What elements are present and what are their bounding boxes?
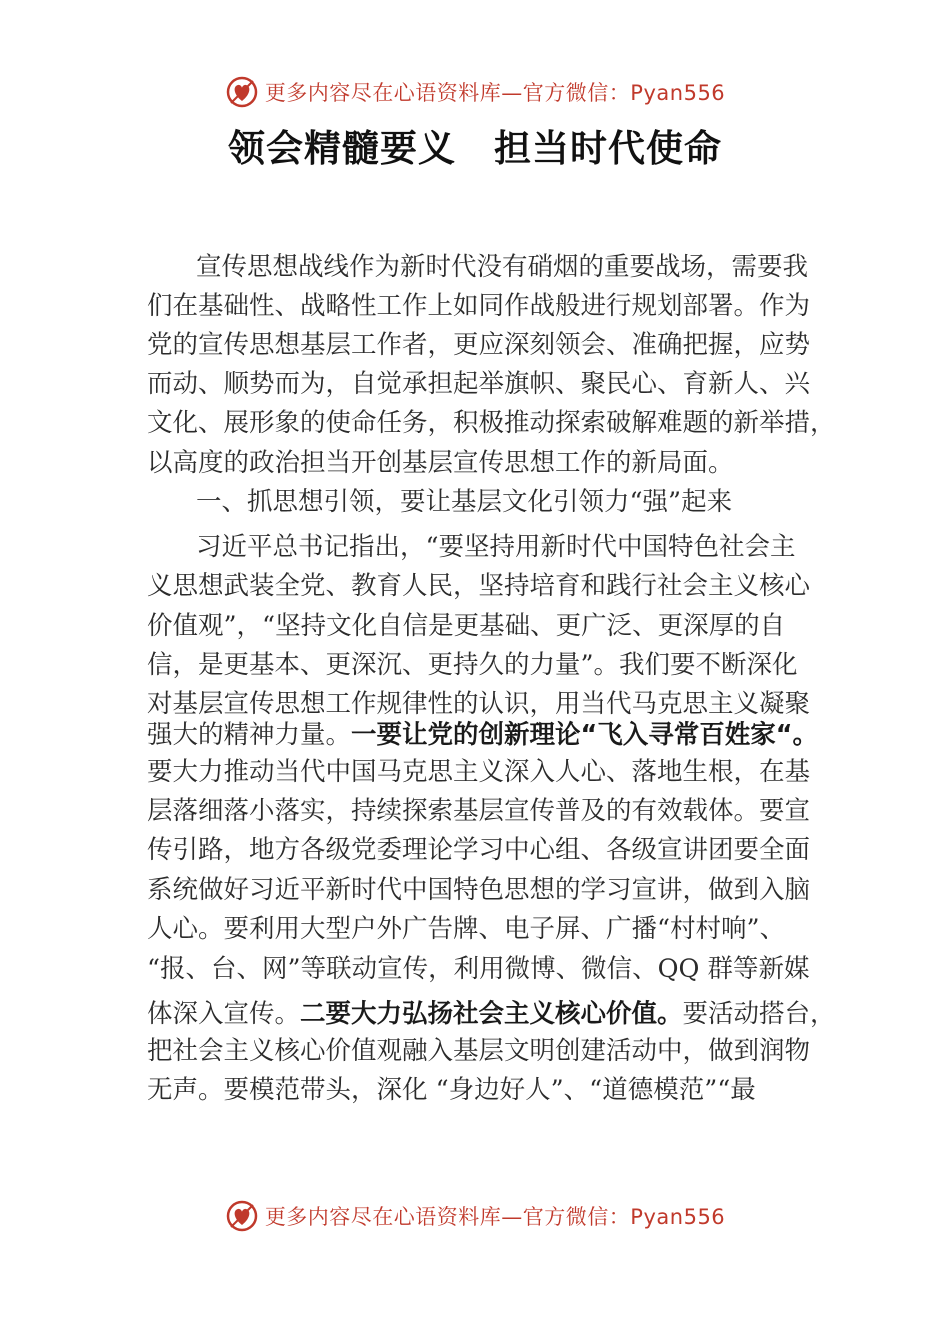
line-text: 要活动搭台，	[682, 999, 836, 1029]
paragraph-line: 信，是更基本、更深沉、更持久的力量”。我们要不断深化	[147, 650, 798, 680]
line-text: 强大的精神力量。	[147, 720, 352, 750]
header-watermark	[0, 72, 950, 112]
paragraph-line: 文化、展形象的使命任务，积极推动探索破解难题的新举措，	[147, 408, 836, 438]
watermark-text: 更多内容尽在心语资料库—官方微信：Pyan556	[264, 81, 726, 105]
paragraph-line: 们在基础性、战略性工作上如同作战般进行规划部署。作为	[147, 291, 811, 321]
paragraph-line	[147, 994, 836, 1034]
paragraph-line: 以高度的政治担当开创基层宣传思想工作的新局面。	[147, 448, 734, 478]
paragraph-line: 传引路，地方各级党委理论学习中心组、各级宣讲团要全面	[147, 835, 811, 865]
paragraph-line: 价值观”，“坚持文化自信是更基础、更广泛、更深厚的自	[147, 611, 786, 641]
bold-key-point: 一要让党的创新理论“飞入寻常百姓家“。	[351, 720, 819, 750]
paragraph-line: 层落细落小落实，持续探索基层宣传普及的有效载体。要宣	[147, 796, 811, 826]
paragraph-line	[147, 715, 819, 755]
heart-seal-logo-icon	[225, 75, 259, 109]
paragraph-line: 对基层宣传思想工作规律性的认识，用当代马克思主义凝聚	[147, 689, 811, 719]
paragraph-line: 系统做好习近平新时代中国特色思想的学习宣讲，做到入脑	[147, 875, 811, 905]
bold-key-point: 二要大力弘扬社会主义核心价值。	[300, 999, 683, 1029]
paragraph-line: 宣传思想战线作为新时代没有硝烟的重要战场，需要我	[196, 252, 809, 282]
footer-watermark	[0, 1196, 950, 1236]
paragraph-line: 要大力推动当代中国马克思主义深入人心、落地生根，在基	[147, 757, 811, 787]
paragraph-line: 义思想武装全党、教育人民，坚持培育和践行社会主义核心	[147, 571, 811, 601]
section-heading: 一、抓思想引领，要让基层文化引领力“强”起来	[196, 487, 733, 517]
heart-seal-logo-icon	[225, 1199, 259, 1233]
watermark-text: 更多内容尽在心语资料库—官方微信：Pyan556	[264, 1205, 726, 1229]
paragraph-line: 无声。要模范带头，深化 “身边好人”、“道德模范”“最	[147, 1075, 756, 1105]
paragraph-line: 习近平总书记指出，“要坚持用新时代中国特色社会主	[196, 532, 796, 562]
paragraph-line: 人心。要利用大型户外广告牌、电子屏、广播“村村响”、	[147, 914, 786, 944]
line-text: 体深入宣传。	[147, 999, 301, 1029]
page-title: 领会精髓要义 担当时代使命	[228, 126, 722, 170]
paragraph-line: 党的宣传思想基层工作者，更应深刻领会、准确把握，应势	[147, 330, 811, 360]
paragraph-line: “报、台、网”等联动宣传，利用微博、微信、QQ 群等新媒	[147, 954, 810, 984]
paragraph-line: 把社会主义核心价值观融入基层文明创建活动中，做到润物	[147, 1036, 811, 1066]
paragraph-line: 而动、顺势而为，自觉承担起举旗帜、聚民心、育新人、兴	[147, 369, 811, 399]
